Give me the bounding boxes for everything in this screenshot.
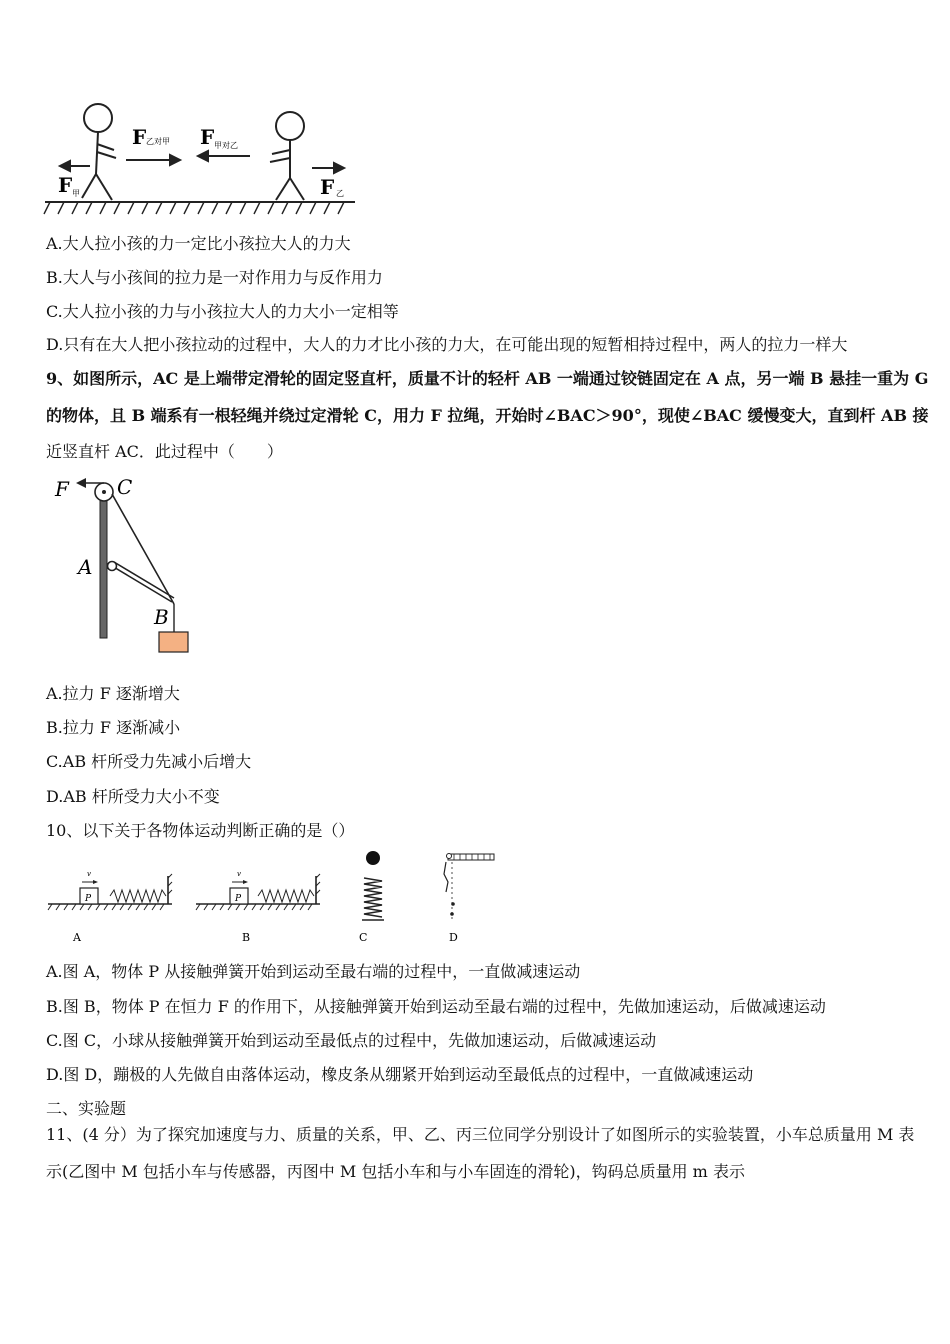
ground-hatching	[44, 202, 344, 214]
q11-line2: 示(乙图中 M 包括小车与传感器，丙图中 M 包括小车和与小车固连的滑轮)，钩码总质量用 m 表示	[46, 1162, 745, 1181]
figure-b-v-label: v	[237, 870, 241, 878]
f-left-label: F	[58, 173, 73, 197]
q8-option-d: D.只有在大人把小孩拉动的过程中，大人的力才比小孩的力大，在可能出现的短暂相持过程中，两人的拉力一样大	[46, 335, 848, 354]
figure-c	[359, 851, 384, 944]
f-top-right-label: F	[200, 125, 215, 149]
f-top-left-label: F	[132, 125, 147, 149]
f-top-right-sub: 甲对乙	[214, 141, 238, 150]
q10-option-d: D.图 D，蹦极的人先做自由落体运动，橡皮条从绷紧开始到运动至最低点的过程中，一直做减速运动	[46, 1065, 754, 1084]
q8-option-a: A.大人拉小孩的力一定比小孩拉大人的力大	[46, 234, 351, 253]
tug-of-war-figure	[40, 98, 360, 220]
left-person	[82, 104, 116, 200]
figure-d-label: D	[449, 931, 458, 944]
q10-option-b: B.图 B，物体 P 在恒力 F 的作用下，从接触弹簧开始到运动至最右端的过程中，先做加速运动，后做减速运动	[46, 997, 826, 1016]
f-left-sub: 甲	[72, 189, 80, 198]
figure-a-label: A	[73, 931, 81, 944]
rope-cb	[112, 494, 174, 604]
q10-option-c: C.图 C，小球从接触弹簧开始到运动至最低点的过程中，先做加速运动，后做减速运动	[46, 1031, 657, 1050]
figure-b-block-label: P	[235, 894, 242, 904]
q9-option-a: A.拉力 F 逐渐增大	[46, 684, 180, 703]
pulley-rod-figure	[50, 470, 200, 660]
f-right-sub: 乙	[336, 189, 344, 198]
pulley-rod-svg	[50, 470, 200, 660]
figure-d	[444, 854, 494, 945]
q8-option-c: C.大人拉小孩的力与小孩拉大人的力大小一定相等	[46, 302, 399, 321]
section-title: 二、实验题	[46, 1099, 127, 1118]
motion-figures-svg	[44, 848, 504, 948]
motion-figures	[44, 848, 504, 948]
hinge-a	[108, 562, 117, 571]
q11-line1: 11、(4 分）为了探究加速度与力、质量的关系，甲、乙、丙三位同学分别设计了如图所示的实验装置，小车总质量用 M 表	[46, 1125, 915, 1144]
q9-stem-line2: 的物体，且 B 端系有一根轻绳并绕过定滑轮 C，用力 F 拉绳，开始时∠BAC＞90°，现使∠BAC 缓慢变大，直到杆 AB 接	[46, 406, 929, 425]
tug-of-war-svg	[40, 98, 360, 220]
figure-c-label: C	[359, 931, 368, 944]
label-b: B	[154, 605, 169, 629]
q8-option-b: B.大人与小孩间的拉力是一对作用力与反作用力	[46, 268, 383, 287]
figure-a-block-label: P	[85, 894, 92, 904]
weight-g	[159, 632, 188, 652]
q9-option-d: D.AB 杆所受力大小不变	[46, 787, 220, 806]
q9-option-b: B.拉力 F 逐渐减小	[46, 718, 181, 737]
q10-option-a: A.图 A，物体 P 从接触弹簧开始到运动至最右端的过程中，一直做减速运动	[46, 962, 581, 981]
q9-stem-line3: 近竖直杆 AC．此过程中（ ）	[46, 442, 283, 461]
q10-stem: 10、以下关于各物体运动判断正确的是（）	[46, 821, 355, 840]
f-top-left-sub: 乙对甲	[146, 137, 170, 146]
figure-a-v-label: v	[87, 870, 91, 878]
label-a: A	[78, 555, 93, 579]
figure-b-label: B	[242, 931, 251, 944]
q9-option-c: C.AB 杆所受力先减小后增大	[46, 752, 252, 771]
right-person	[270, 112, 304, 200]
rod-ac	[100, 492, 107, 638]
label-c: C	[117, 475, 133, 499]
label-f: F	[55, 477, 69, 501]
f-right-label: F	[320, 175, 335, 199]
figure-a	[48, 870, 172, 944]
q9-stem-line1: 9、如图所示，AC 是上端带定滑轮的固定竖直杆，质量不计的轻杆 AB 一端通过铰链固定在 A 点，另一端 B 悬挂一重为 G	[46, 369, 929, 388]
figure-b	[196, 870, 320, 944]
